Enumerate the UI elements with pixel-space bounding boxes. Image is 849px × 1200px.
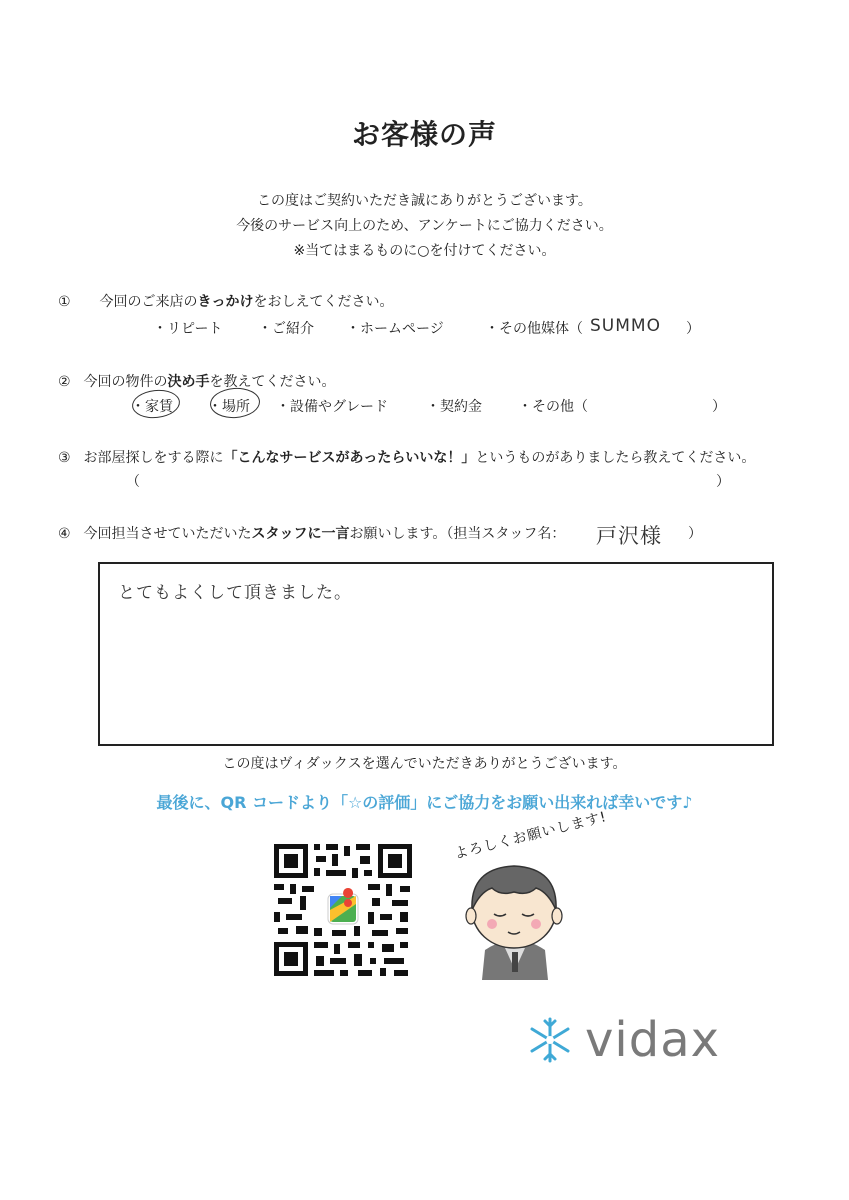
vidax-logo: [525, 1015, 575, 1069]
q1-close-paren: ）: [686, 321, 700, 337]
q1-option-referral: ・ご紹介: [258, 321, 314, 337]
q2-option-deposit: ・契約金: [426, 399, 482, 415]
q1-option-other-media: ・その他媒体（: [485, 321, 583, 337]
question-3-post: というものがありましたら教えてください。: [475, 450, 756, 466]
comment-text: とてもよくして頂きました。: [118, 583, 352, 603]
q2-option-other: ・その他（: [518, 399, 588, 415]
q2-option-rent: ・家賃: [131, 399, 173, 415]
q2-option-location: ・場所: [208, 399, 250, 415]
qr-code-graphic: [272, 842, 414, 978]
q1-option-homepage: ・ホームページ: [346, 321, 444, 337]
question-2-post: を教えてください。: [209, 374, 336, 390]
intro-line-3: ※当てはまるものに○を付けてください。: [293, 243, 556, 259]
intro-line-2: 今後のサービス向上のため、アンケートにご協力ください。: [236, 218, 613, 234]
question-1: [58, 291, 393, 311]
q1-option-repeat: ・リピート: [153, 321, 223, 337]
page-title: お客様の声: [351, 118, 497, 151]
question-2-number: ②: [58, 374, 71, 390]
question-3-number: ③: [58, 450, 71, 466]
q3-close-paren: ）: [716, 474, 730, 490]
question-4: [58, 523, 565, 543]
question-1-keyword: きっかけ: [197, 294, 254, 310]
question-1-pre: 今回のご来店の: [99, 294, 198, 310]
q2-option-facilities: ・設備やグレード: [276, 399, 388, 415]
logo-wordmark: vidax: [585, 1012, 721, 1068]
question-4-number: ④: [58, 526, 71, 542]
question-3-pre: お部屋探しをする際に: [83, 450, 224, 466]
q4-staff-name: 戸沢様: [596, 524, 662, 548]
comment-box: [98, 562, 774, 746]
question-4-post: お願いします。（担当スタッフ名：: [349, 526, 566, 542]
q4-close-paren: ）: [688, 526, 702, 542]
qr-code[interactable]: [272, 842, 414, 978]
question-2: [58, 371, 335, 391]
snowflake-icon: [525, 1015, 575, 1065]
closing-message: この度はヴィダックスを選んでいただきありがとうございます。: [222, 756, 627, 772]
question-3-keyword: 「こんなサービスがあったらいいな！」: [223, 450, 476, 466]
question-2-keyword: 決め手: [167, 374, 210, 390]
mascot-speech: よろしくお願いします!: [452, 809, 609, 863]
question-2-pre: 今回の物件の: [83, 374, 168, 390]
q1-handwritten-answer: SUMMO: [590, 316, 661, 336]
question-1-post: をおしえてください。: [253, 294, 394, 310]
q2-location-circle-mark: [209, 386, 261, 419]
q2-close-paren: ）: [712, 399, 726, 415]
question-4-pre: 今回担当させていただいた: [83, 526, 252, 542]
q3-open-paren: （: [126, 474, 140, 490]
question-3: [58, 447, 755, 467]
intro-line-1: この度はご契約いただき誠にありがとうございます。: [257, 193, 592, 209]
question-1-number: ①: [58, 294, 71, 310]
question-4-keyword: スタッフに一言: [251, 526, 350, 542]
review-request: 最後に、QR コードより「☆の評価」にご協力をお願い出来れば幸いです♪: [156, 793, 693, 812]
